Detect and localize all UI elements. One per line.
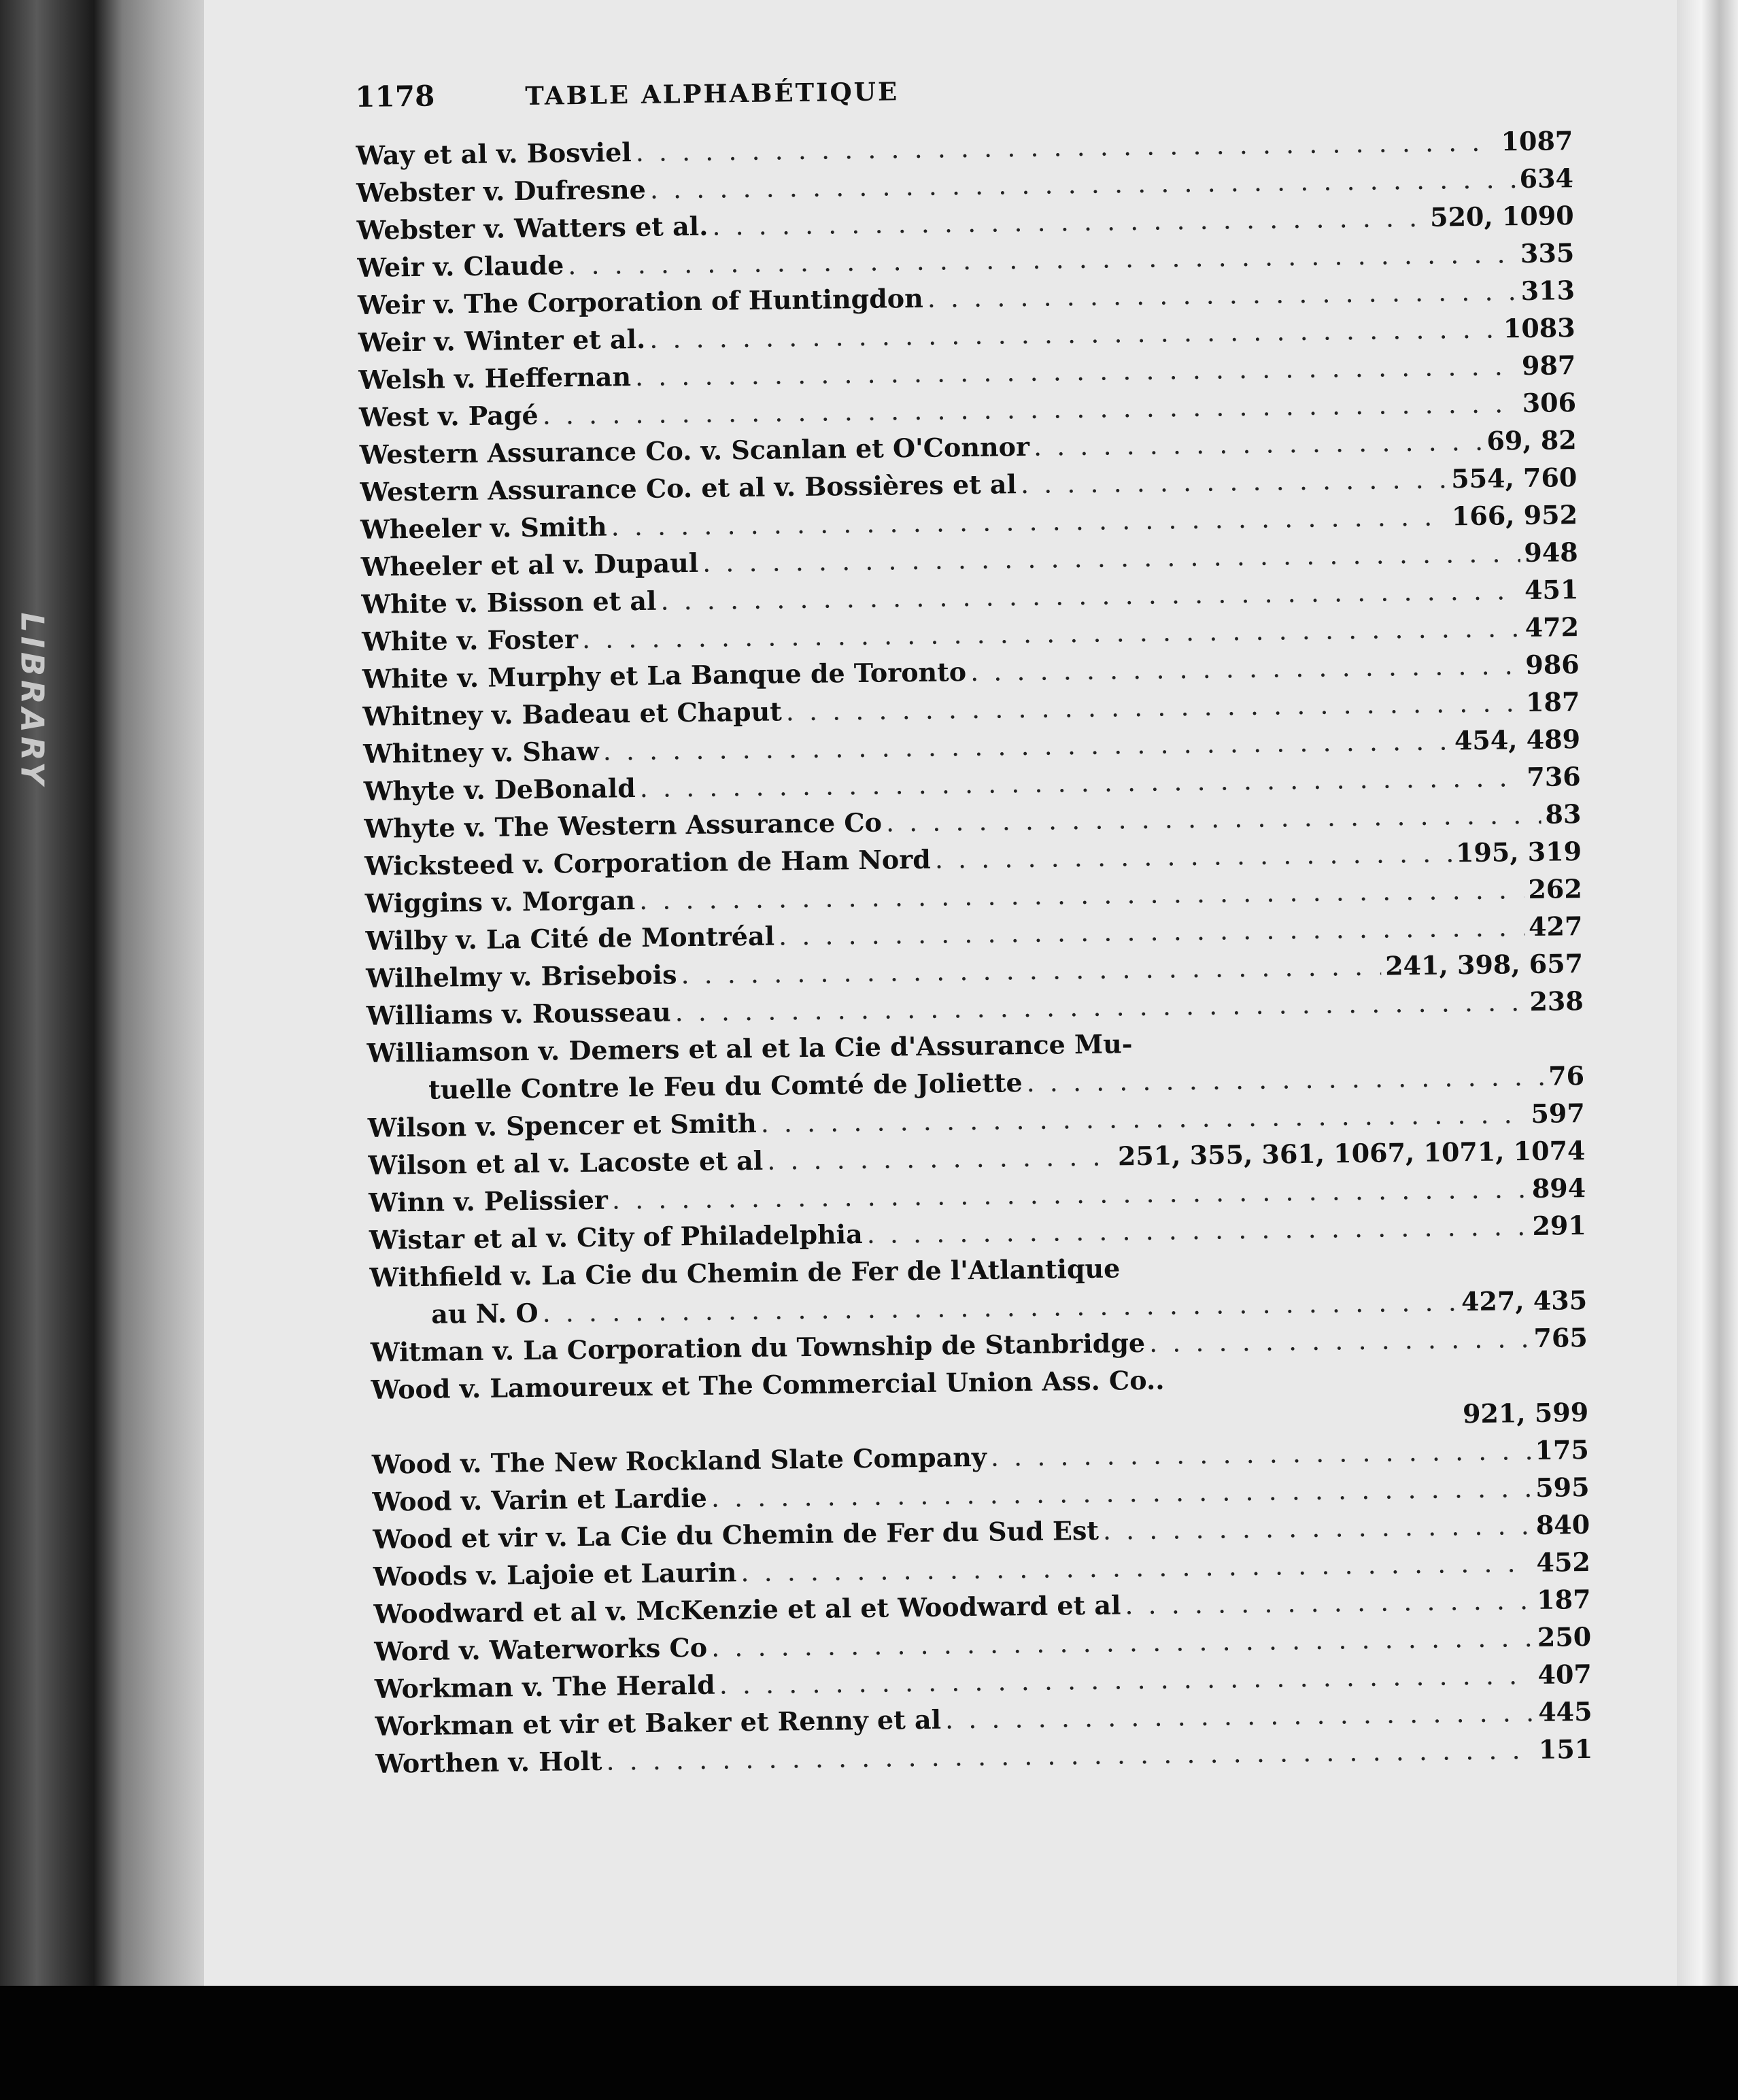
entry-case-name: Wood et vir v. La Cie du Chemin de Fer du Sud Est (373, 1514, 1100, 1555)
dot-leader (886, 800, 1541, 838)
entry-case-name: Welsh v. Heffernan (358, 361, 632, 395)
dot-leader (866, 1211, 1528, 1249)
book-spine (0, 0, 204, 1986)
entry-page-refs: 175 (1535, 1434, 1590, 1466)
dot-leader (935, 838, 1452, 874)
entry-case-name: Wicksteed v. Corporation de Ham Nord (364, 843, 932, 881)
dot-leader (767, 1141, 1114, 1175)
entry-case-name: Whitney v. Badeau et Chaput (362, 696, 783, 732)
entry-page-refs: 894 (1531, 1172, 1586, 1204)
entry-case-name: White v. Foster (361, 624, 579, 657)
entry-case-name: Wilhelmy v. Brisebois (365, 959, 677, 994)
dot-leader (1125, 1585, 1533, 1620)
running-title: TABLE ALPHABÉTIQUE (525, 76, 900, 111)
entry-page-refs: 238 (1529, 985, 1584, 1017)
entry-case-name: Winn v. Pelissier (368, 1184, 609, 1218)
entry-case-name: Workman v. The Herald (374, 1669, 715, 1704)
entry-case-name: Word v. Waterworks Co (374, 1631, 708, 1667)
entry-page-refs: 595 (1535, 1471, 1590, 1503)
entry-case-name: Western Assurance Co. v. Scanlan et O'Connor (359, 430, 1030, 470)
entry-case-name: Woodward et al v. McKenzie et al et Woodward et al (373, 1589, 1121, 1629)
dot-leader (1021, 464, 1448, 499)
dot-leader (945, 1697, 1535, 1735)
entry-page-refs: 948 (1524, 537, 1578, 569)
entry-case-name: Wood v. The New Rockland Slate Company (371, 1441, 987, 1480)
entry-page-refs: 313 (1520, 275, 1575, 307)
dot-leader (991, 1436, 1531, 1472)
entry-page-refs: 291 (1532, 1210, 1587, 1241)
dot-leader (635, 126, 1497, 167)
entry-page-refs: 736 (1527, 761, 1581, 793)
entry-case-name: Whyte v. The Western Assurance Co (364, 807, 883, 844)
entry-page-refs: 83 (1545, 798, 1582, 830)
entry-case-name: Weir v. The Corporation of Huntingdon (357, 282, 923, 320)
entry-page-refs: 427 (1528, 911, 1583, 943)
entry-page-refs: 597 (1531, 1098, 1586, 1129)
entry-page-refs: 427, 435 (1461, 1284, 1588, 1317)
entry-case-name: White v. Bisson et al (361, 585, 657, 620)
library-stamp (12, 292, 53, 1108)
entry-page-refs: 1087 (1501, 125, 1573, 157)
entry-page-refs: 445 (1537, 1695, 1592, 1727)
scan-border (0, 1986, 1738, 2100)
entry-page-refs: 166, 952 (1451, 499, 1578, 532)
entry-page-refs: 472 (1524, 611, 1580, 643)
entry-page-refs: 407 (1537, 1658, 1592, 1690)
entry-case-name: White v. Murphy et La Banque de Toronto (362, 656, 967, 694)
entry-case-name: Woods v. Lajoie et Laurin (373, 1557, 737, 1592)
entry-case-name: Whyte v. DeBonald (363, 773, 636, 807)
dot-leader (927, 276, 1517, 314)
entry-page-refs: 250 (1537, 1621, 1592, 1653)
entry-page-refs: 195, 319 (1455, 836, 1582, 868)
entry-page-refs: 262 (1528, 873, 1583, 905)
entry-case-name: Webster v. Watters et al. (356, 210, 709, 245)
entry-page-refs: 451 (1524, 574, 1579, 606)
entry-page-refs: 1083 (1503, 312, 1575, 344)
entry-case-name: Withfield v. La Cie du Chemin de Fer de l'Atlantique (369, 1253, 1121, 1293)
entry-page-refs: 251, 355, 361, 1067, 1071, 1074 (1117, 1135, 1586, 1172)
entry-case-name: Workman et vir et Baker et Renny et al (375, 1704, 942, 1742)
entry-page-refs: 69, 82 (1486, 424, 1577, 456)
entry-case-name: Whitney v. Shaw (362, 735, 599, 769)
entry-page-refs: 306 (1522, 387, 1577, 419)
entry-page-refs: 987 (1521, 350, 1576, 382)
dot-leader (970, 650, 1522, 687)
library-stamp-text: LIBRARY (14, 612, 51, 789)
entry-case-name: au N. O (430, 1297, 539, 1330)
entry-case-name: Wheeler et al v. Dupaul (360, 547, 699, 582)
entry-page-refs: 454, 489 (1454, 724, 1581, 756)
entry-case-name: Weir v. Winter et al. (358, 323, 646, 358)
entry-page-refs: 452 (1536, 1546, 1591, 1578)
dot-leader (1026, 1062, 1544, 1098)
entry-page-refs: 840 (1535, 1508, 1590, 1540)
entry-case-name: Wiggins v. Morgan (364, 885, 636, 919)
dot-leader (1149, 1323, 1530, 1358)
page-edge (1677, 0, 1738, 1986)
entry-case-name: Way et al v. Bosviel (356, 137, 632, 171)
dot-leader (1034, 426, 1483, 462)
entry-case-name: Wood v. Lamoureux et The Commercial Union Ass. Co.. (371, 1364, 1165, 1405)
entry-page-refs: 151 (1538, 1733, 1593, 1765)
entry-page-refs: 76 (1548, 1060, 1585, 1091)
entry-page-refs: 520, 1090 (1429, 200, 1574, 233)
entry-case-name: Wilson v. Spencer et Smith (367, 1107, 757, 1143)
entry-page-refs: 986 (1525, 649, 1580, 681)
entry-case-name: Wood v. Varin et Lardie (372, 1482, 708, 1517)
entry-page-refs: 187 (1525, 686, 1580, 718)
entry-case-name: Williamson v. Demers et al et la Cie d'Assurance Mu- (367, 1028, 1133, 1068)
dot-leader (1103, 1510, 1533, 1546)
page-number: 1178 (355, 79, 435, 114)
entry-page-refs: 554, 760 (1450, 462, 1578, 494)
entry-case-name: Worthen v. Holt (375, 1745, 602, 1779)
entry-case-name: tuelle Contre le Feu du Comté de Joliette (428, 1067, 1023, 1105)
index-entries (356, 125, 1592, 1786)
entry-case-name: Wheeler v. Smith (360, 511, 607, 545)
entry-page-refs: 765 (1533, 1321, 1588, 1353)
entry-case-name: Weir v. Claude (357, 250, 564, 283)
entry-case-name: Western Assurance Co. et al v. Bossières et al (360, 469, 1017, 507)
entry-case-name: Wilby v. La Cité de Montréal (365, 920, 775, 956)
entry-page-refs: 187 (1536, 1583, 1591, 1615)
entry-page-refs: 335 (1520, 237, 1575, 269)
entry-case-name: Williams v. Rousseau (366, 996, 671, 1031)
entry-page-refs: 634 (1519, 163, 1574, 194)
entry-case-name: Wilson et al v. Lacoste et al (368, 1145, 764, 1181)
index-text-block (355, 61, 1593, 1786)
entry-case-name: Wistar et al v. City of Philadelphia (369, 1219, 863, 1255)
entry-page-refs: 921, 599 (1462, 1396, 1589, 1429)
entry-case-name: West v. Pagé (358, 399, 539, 433)
entry-page-refs: 241, 398, 657 (1384, 948, 1584, 981)
entry-case-name: Webster v. Dufresne (356, 173, 647, 208)
entry-case-name: Witman v. La Corporation du Township de Stanbridge (370, 1327, 1146, 1368)
